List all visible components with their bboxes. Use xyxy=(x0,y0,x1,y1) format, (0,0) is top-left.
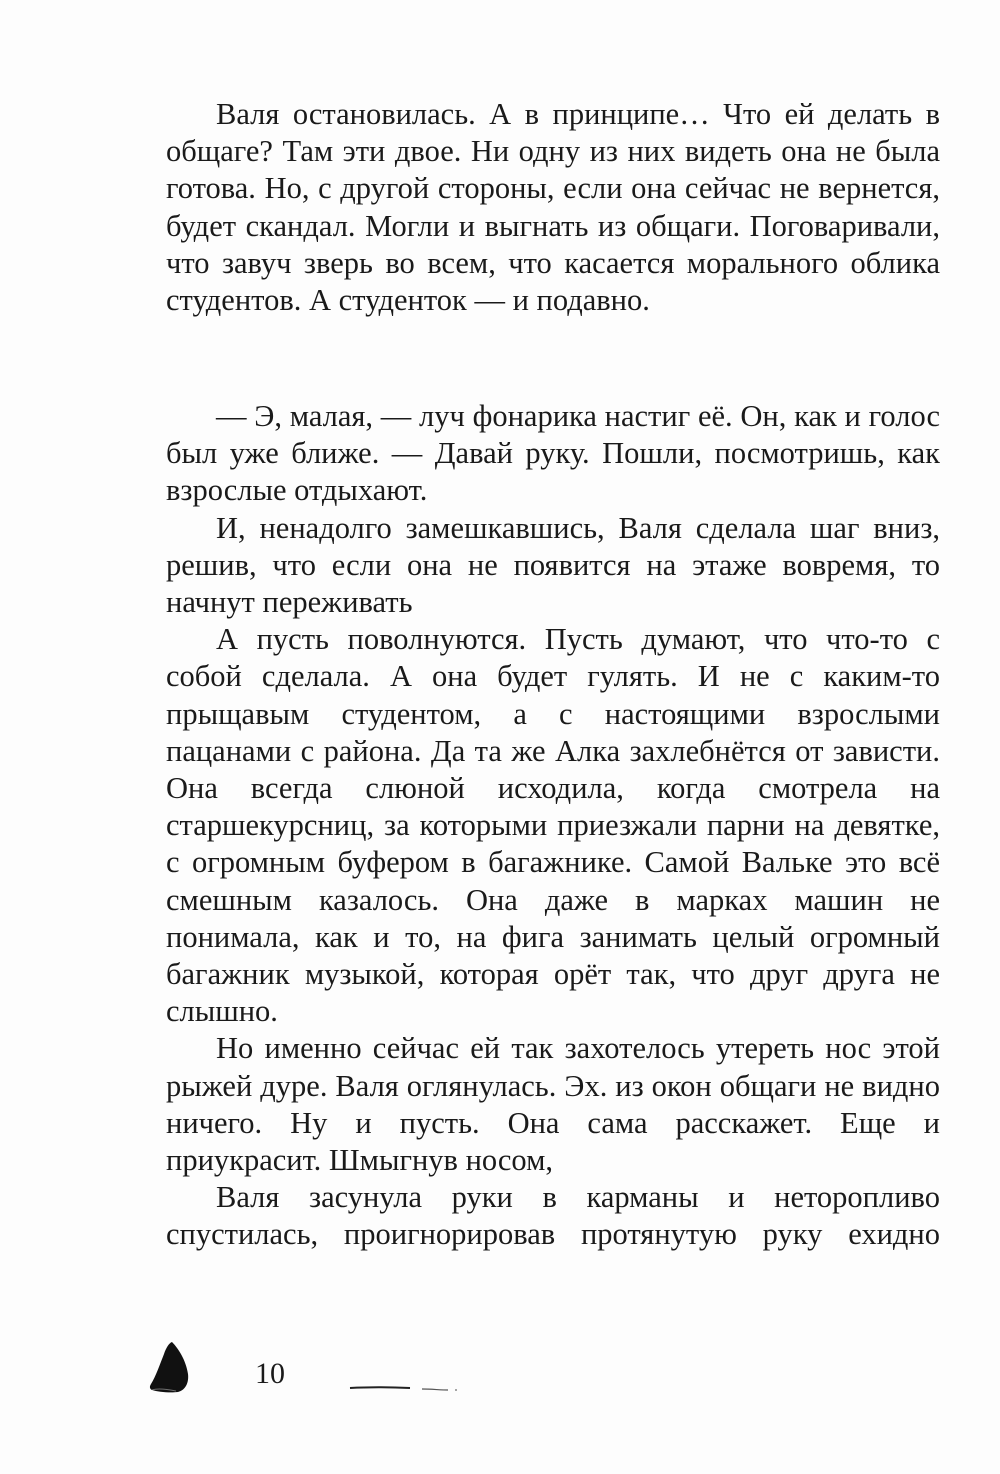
text-section-1 xyxy=(166,96,940,319)
paragraph: — Э, малая, — луч фонарика настиг её. Он, как и голос был уже ближе. — Давай руку. Пошли, посмотришь, как взрослые отдыхают. xyxy=(166,399,940,508)
page-number: 10 xyxy=(255,1357,285,1390)
text-section-2 xyxy=(166,398,940,1254)
paragraph: И, ненадолго замешкавшись, Валя сделала шаг вниз, решив, что если она не появится на этаже вовремя, то начнут переживать xyxy=(166,510,940,620)
paragraph: Но именно сейчас ей так захотелось утереть нос этой рыжей дуре. Валя оглянулась. Эх. из окон общаги не видно ничего. Ну и пусть. Она сама расскажет. Еще и приукрасит. Шмыгнув носом, xyxy=(166,1031,940,1178)
paragraph: Валя засунула руки в карманы и неторопливо спустилась, проигнорировав протянутую руку ехидно xyxy=(166,1180,940,1252)
leaf-ornament-icon xyxy=(148,1340,190,1394)
paragraph: Валя остановилась. А в принципе… Что ей делать в общаге? Там эти двое. Ни одну из них видеть она не была готова. Но, с другой стороны, если она сейчас не вернется, будет скандал. Могли и выгнать из общаги. Поговаривали, что завуч зверь во всем, что касается морального облика студентов. А студенток — и подавно. xyxy=(166,97,940,318)
paragraph: А пусть поволнуются. Пусть думают, что что-то с собой сделала. А она будет гулять. И не с каким-то прыщавым студентом, а с настоящими взрослыми пацанами с района. Да та же Алка захлебнётся от зависти. Она всегда слюной исходила, когда смотрела на старшекурсниц, за которыми приезжали парни на девятке, с огромным буфером в багажнике. Самой Вальке это всё смешным казалось. Она даже в марках машин не понимала, как и то, на фига занимать целый огромный багажник музыкой, которая орёт так, что друг друга не слышно. xyxy=(166,622,940,1029)
decorative-rule xyxy=(348,1384,460,1392)
